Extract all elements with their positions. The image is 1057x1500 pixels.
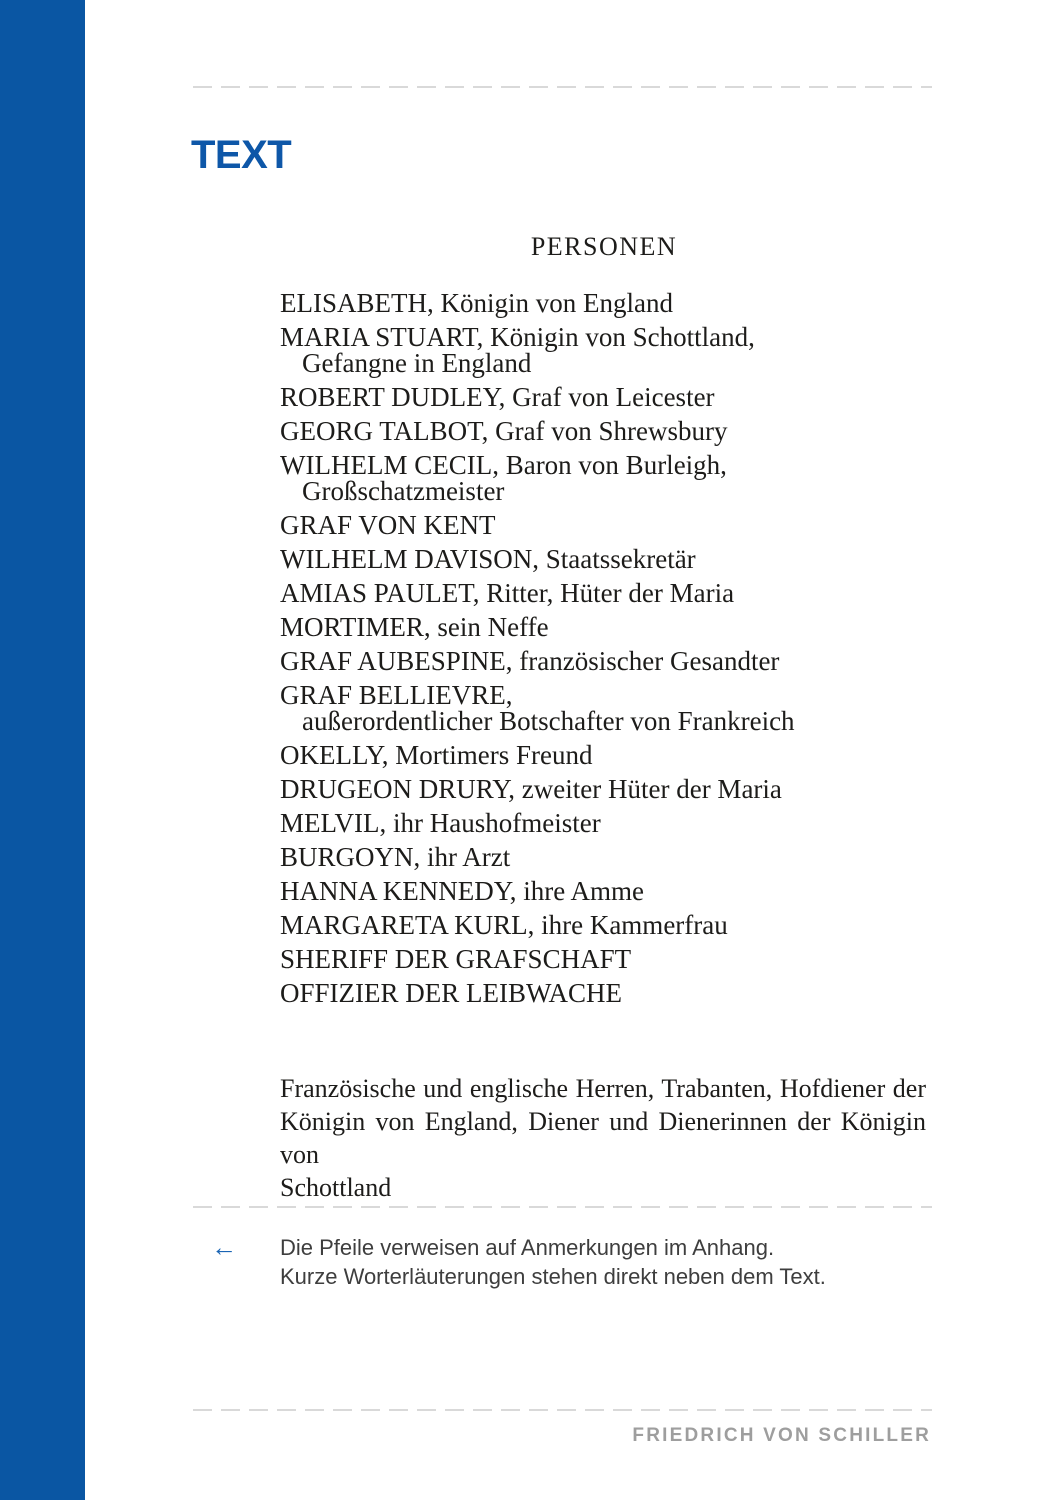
cast-entry-line: MARGARETA KURL, ihre Kammerfrau <box>280 910 728 940</box>
cast-entry <box>280 324 950 376</box>
cast-entry <box>280 742 950 768</box>
cast-list <box>280 290 950 1014</box>
cast-entry-line: GEORG TALBOT, Graf von Shrewsbury <box>280 416 728 446</box>
cast-entry-line: HANNA KENNEDY, ihre Amme <box>280 876 644 906</box>
cast-entry-line: BURGOYN, ihr Arzt <box>280 842 511 872</box>
cast-entry <box>280 776 950 802</box>
cast-entry <box>280 946 950 972</box>
dashed-divider-top <box>193 86 932 88</box>
cast-entry <box>280 682 950 734</box>
cast-entry-line: OFFIZIER DER LEIBWACHE <box>280 978 622 1008</box>
cast-entry-line: Gefangne in England <box>302 348 532 378</box>
cast-entry <box>280 878 950 904</box>
cast-entry-line: ROBERT DUDLEY, Graf von Leicester <box>280 382 715 412</box>
ensemble-line: Königin von England, Diener und Dienerinnen der Königin von <box>280 1107 926 1169</box>
section-title: TEXT <box>191 133 292 177</box>
cast-entry <box>280 614 950 640</box>
dashed-divider-middle <box>193 1206 932 1208</box>
cast-entry <box>280 912 950 938</box>
left-accent-bar <box>0 0 85 1500</box>
ensemble-paragraph <box>280 1072 926 1204</box>
cast-entry <box>280 452 950 504</box>
cast-entry-line: MELVIL, ihr Haushofmeister <box>280 808 601 838</box>
cast-entry-line: MARIA STUART, Königin von Schottland, <box>280 322 755 352</box>
cast-entry-line: AMIAS PAULET, Ritter, Hüter der Maria <box>280 578 735 608</box>
cast-entry <box>280 290 950 316</box>
cast-entry-line: Großschatzmeister <box>302 476 505 506</box>
cast-entry <box>280 810 950 836</box>
cast-entry <box>280 648 950 674</box>
dashed-divider-bottom <box>193 1409 932 1411</box>
footer-author: FRIEDRICH VON SCHILLER <box>632 1425 931 1446</box>
cast-entry <box>280 580 950 606</box>
cast-entry <box>280 844 950 870</box>
annotation-note <box>280 1233 920 1291</box>
cast-entry <box>280 418 950 444</box>
cast-entry-line: GRAF VON KENT <box>280 510 496 540</box>
cast-entry <box>280 512 950 538</box>
cast-heading: PERSONEN <box>530 232 678 261</box>
cast-entry-line: MORTIMER, sein Neffe <box>280 612 549 642</box>
cast-entry-line: WILHELM CECIL, Baron von Burleigh, <box>280 450 727 480</box>
cast-entry-line: außerordentlicher Botschafter von Frankreich <box>302 706 795 736</box>
ensemble-line: Französische und englische Herren, Trabanten, Hofdiener der <box>280 1074 926 1103</box>
cast-entry-line: GRAF AUBESPINE, französischer Gesandter <box>280 646 780 676</box>
cast-entry-line: SHERIFF DER GRAFSCHAFT <box>280 944 632 974</box>
annotation-arrow-icon[interactable]: ← <box>211 1232 237 1262</box>
cast-entry-line: DRUGEON DRURY, zweiter Hüter der Maria <box>280 774 782 804</box>
annotation-note-line: Kurze Worterläuterungen stehen direkt neben dem Text. <box>280 1264 826 1289</box>
cast-entry <box>280 384 950 410</box>
cast-entry-line: WILHELM DAVISON, Staatssekretär <box>280 544 696 574</box>
ensemble-line: Schottland <box>280 1173 392 1202</box>
cast-entry-line: OKELLY, Mortimers Freund <box>280 740 593 770</box>
annotation-note-line: Die Pfeile verweisen auf Anmerkungen im Anhang. <box>280 1235 775 1260</box>
cast-entry <box>280 980 950 1006</box>
cast-entry-line: ELISABETH, Königin von England <box>280 288 673 318</box>
cast-entry <box>280 546 950 572</box>
cast-entry-line: GRAF BELLIEVRE, <box>280 680 513 710</box>
